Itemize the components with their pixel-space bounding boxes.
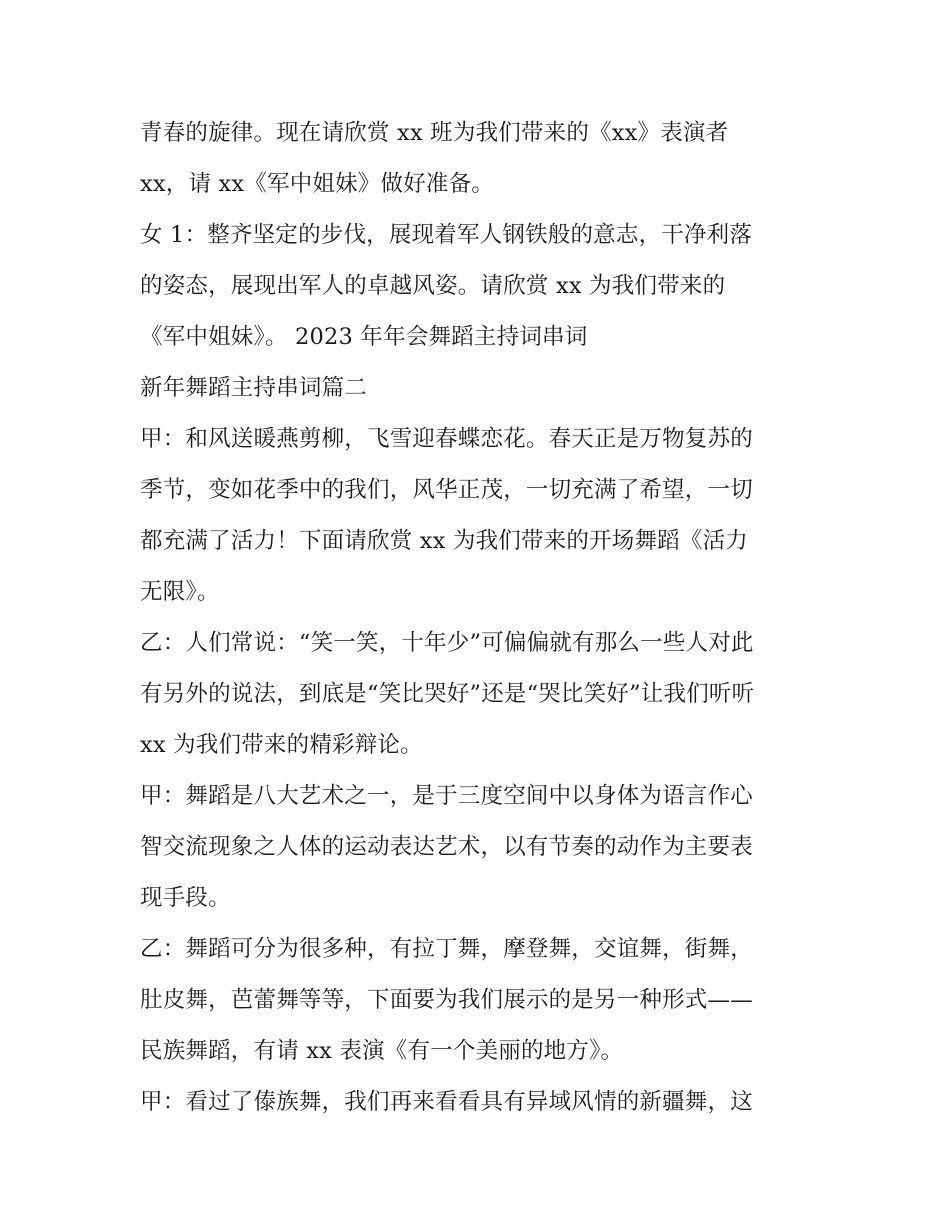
text-line: 《军中姐妹》。 2023 年年会舞蹈主持词串词 — [140, 324, 588, 350]
text-line: xx，请 xx《军中姐妹》做好准备。 — [140, 171, 495, 197]
text-line: 乙：人们常说：“笑一笑，十年少”可偏偏就有那么一些人对此 — [140, 630, 754, 656]
text-line: 女 1：整齐坚定的步伐，展现着军人钢铁般的意志，干净利落 — [140, 222, 753, 248]
section-heading: 新年舞蹈主持串词篇二 — [140, 375, 368, 401]
text-line: 都充满了活力！下面请欣赏 xx 为我们带来的开场舞蹈《活力 — [140, 528, 748, 554]
text-line: 肚皮舞，芭蕾舞等等，下面要为我们展示的是另一种形式—— — [140, 987, 753, 1013]
text-line: 甲：和风送暖燕剪柳，飞雪迎春蝶恋花。春天正是万物复苏的 — [140, 426, 753, 452]
text-line: 的姿态，展现出军人的卓越风姿。请欣赏 xx 为我们带来的 — [140, 273, 726, 299]
text-line: xx 为我们带来的精彩辩论。 — [140, 732, 423, 758]
text-line: 甲：舞蹈是八大艺术之一，是于三度空间中以身体为语言作心 — [140, 783, 753, 809]
text-line: 青春的旋律。现在请欣赏 xx 班为我们带来的《xx》表演者 — [140, 120, 729, 146]
text-line: 智交流现象之人体的运动表达艺术，以有节奏的动作为主要表 — [140, 834, 753, 860]
text-line: 甲：看过了傣族舞，我们再来看看具有异域风情的新疆舞，这 — [140, 1089, 753, 1115]
text-line: 季节，变如花季中的我们，风华正茂，一切充满了希望，一切 — [140, 477, 753, 503]
text-line: 现手段。 — [140, 885, 231, 911]
text-line: 民族舞蹈，有请 xx 表演《有一个美丽的地方》。 — [140, 1038, 624, 1064]
text-line: 有另外的说法，到底是“笑比哭好”还是“哭比笑好”让我们听听 — [140, 681, 755, 707]
text-line: 乙：舞蹈可分为很多种，有拉丁舞，摩登舞，交谊舞，街舞， — [140, 936, 753, 962]
document-body — [140, 108, 820, 1128]
text-line: 无限》。 — [140, 579, 220, 605]
